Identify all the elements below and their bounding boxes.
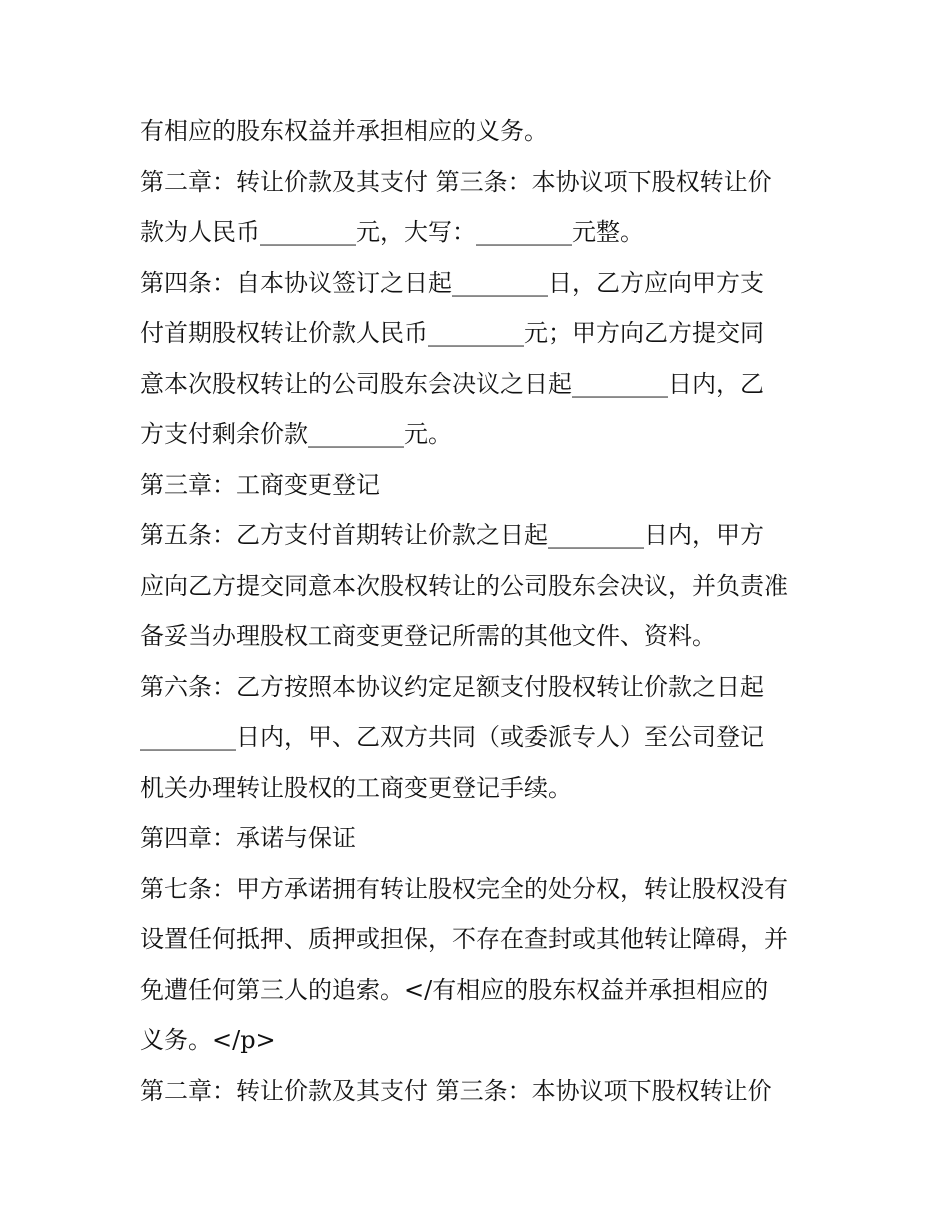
text-line: 义务。</p>	[140, 1026, 276, 1054]
text-line: 备妥当办理股权工商变更登记所需的其他文件、资料。	[140, 622, 716, 650]
text-line: 有相应的股东权益并承担相应的义务。	[140, 117, 548, 145]
text-line: 机关办理转让股权的工商变更登记手续。	[140, 773, 572, 802]
text-line: 第六条：乙方按照本协议约定足额支付股权转让价款之日起	[140, 672, 764, 701]
text-line: 方支付剩余价款________元。	[140, 420, 452, 448]
chapter-heading: 第三章：工商变更登记	[140, 470, 380, 499]
text-line: 应向乙方提交同意本次股权转让的公司股东会决议，并负责准	[140, 571, 788, 600]
chapter-heading: 第四章：承诺与保证	[140, 824, 356, 852]
document-body	[140, 106, 820, 1116]
text-line: 第二章：转让价款及其支付 第三条：本协议项下股权转让价	[140, 167, 772, 196]
text-line: 意本次股权转让的公司股东会决议之日起________日内，乙	[140, 369, 764, 398]
text-line: 款为人民币________元，大写：________元整。	[140, 218, 644, 246]
text-line: 第七条：甲方承诺拥有转让股权完全的处分权，转让股权没有	[140, 874, 788, 903]
text-line: ________日内，甲、乙双方共同（或委派专人）至公司登记	[140, 723, 764, 751]
text-line: 免遭任何第三人的追索。</有相应的股东权益并承担相应的	[140, 975, 769, 1004]
text-line: 第五条：乙方支付首期转让价款之日起________日内，甲方	[140, 521, 764, 549]
text-line: 设置任何抵押、质押或担保，不存在查封或其他转让障碍，并	[140, 925, 788, 953]
text-line: 第二章：转让价款及其支付 第三条：本协议项下股权转让价	[140, 1076, 772, 1105]
text-line: 第四条：自本协议签订之日起________日，乙方应向甲方支	[140, 268, 764, 297]
text-line: 付首期股权转让价款人民币________元；甲方向乙方提交同	[140, 319, 764, 347]
